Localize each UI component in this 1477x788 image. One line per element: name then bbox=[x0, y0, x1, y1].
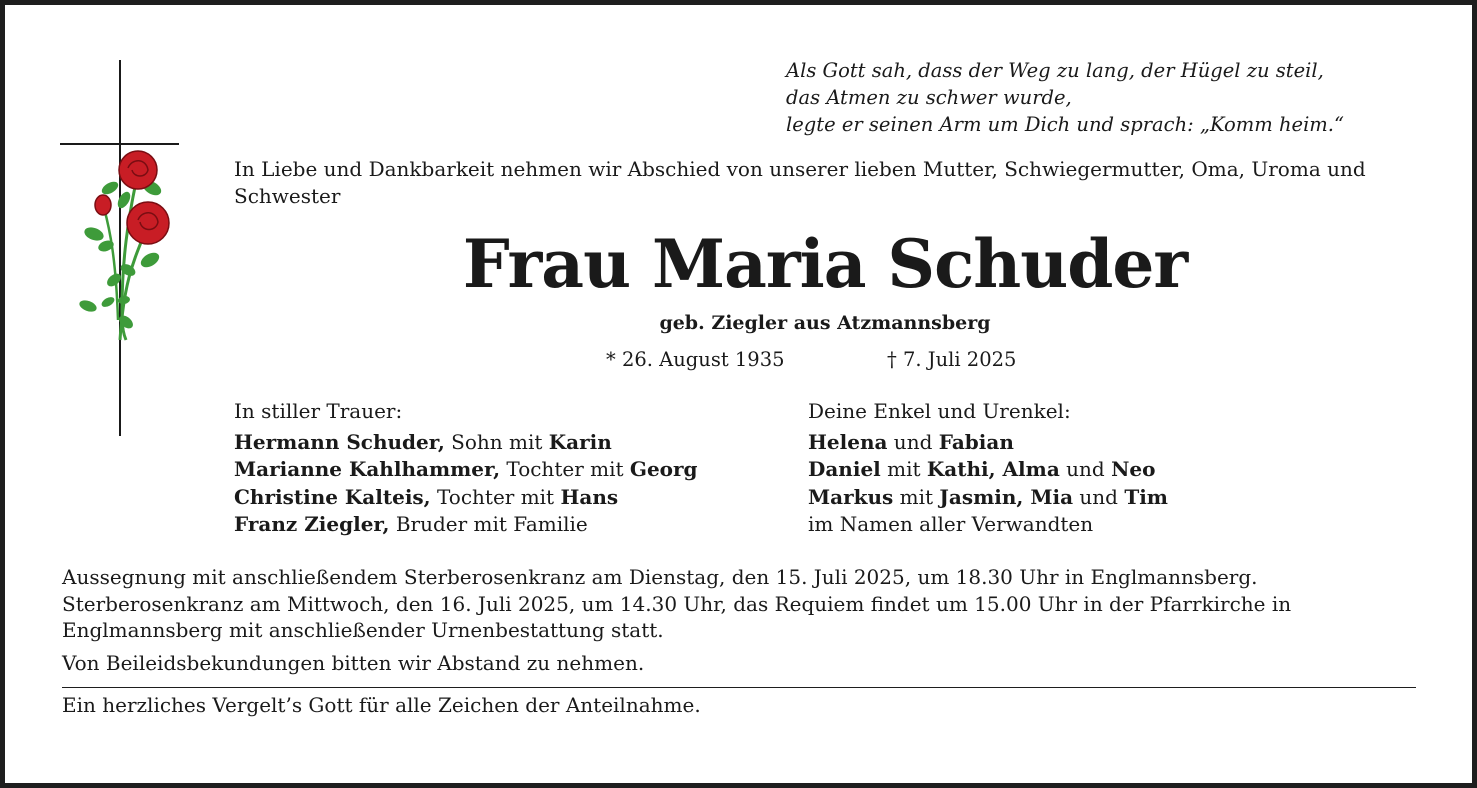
cross-with-roses-icon bbox=[58, 60, 182, 440]
mourners-heading: Deine Enkel und Urenkel: bbox=[808, 399, 1071, 423]
mourner-relation: und bbox=[1059, 457, 1112, 481]
mourner-row bbox=[808, 456, 1168, 484]
mourners-family bbox=[234, 398, 698, 539]
mourner-relation: Sohn mit bbox=[444, 429, 549, 454]
mourner-name: Helena bbox=[808, 429, 888, 454]
mourner-relation: mit bbox=[880, 457, 927, 481]
mourner-row bbox=[234, 456, 698, 484]
mourner-name: Karin bbox=[548, 429, 612, 454]
mourner-row bbox=[808, 429, 1168, 457]
mourners-heading: In stiller Trauer: bbox=[234, 399, 403, 423]
service-text: Aussegnung mit anschließendem Sterberosenkranz am Dienstag, den 15. Juli 2025, um 18.30 Uhr in Englmannsberg. Sterberosenkranz am Mittwoch, den 16. Juli 2025, um 14.30 Uhr, das Requiem findet um 15.00 Uhr in der Pfarrkirche in Englmannsberg mit anschließender Urnenbestattung statt. bbox=[62, 565, 1292, 642]
deceased-name: Frau Maria Schuder bbox=[462, 225, 1188, 303]
service-details bbox=[62, 564, 1422, 676]
memorial-quote bbox=[786, 57, 1344, 138]
mourner-row bbox=[234, 429, 698, 457]
thanks-text: Ein herzliches Vergelt’s Gott für alle Zeichen der Anteilnahme. bbox=[62, 693, 701, 717]
cross-icon bbox=[60, 60, 179, 436]
mourner-name: Tim bbox=[1124, 484, 1168, 509]
mourner-relation: Bruder mit Familie bbox=[389, 512, 588, 536]
mourner-name: Georg bbox=[629, 457, 698, 481]
quote-line: Als Gott sah, dass der Weg zu lang, der Hügel zu steil, bbox=[786, 59, 1324, 82]
mourner-relation: Tochter mit bbox=[500, 457, 630, 481]
mourner-name: Fabian bbox=[938, 429, 1014, 454]
mourner-name: Marianne Kahlhammer, bbox=[234, 457, 501, 481]
mourner-name: Hermann Schuder, bbox=[234, 429, 445, 454]
mourner-name: Franz Ziegler, bbox=[234, 512, 390, 536]
quote-line: legte er seinen Arm um Dich und sprach: „Komm heim.“ bbox=[786, 113, 1344, 136]
maiden-name: geb. Ziegler aus Atzmannsberg bbox=[659, 312, 991, 334]
mourner-name: Christine Kalteis, bbox=[234, 484, 431, 509]
mourner-name: Kathi, Alma bbox=[926, 457, 1060, 481]
rose-icon bbox=[78, 151, 169, 340]
mourner-name: Hans bbox=[560, 484, 619, 509]
mourner-relation: und bbox=[1073, 484, 1125, 509]
mourner-row bbox=[234, 511, 698, 539]
intro-text: In Liebe und Dankbarkeit nehmen wir Abschied von unserer lieben Mutter, Schwiegermutter, Oma, Uroma und Schwester bbox=[234, 157, 1366, 208]
divider bbox=[62, 687, 1416, 688]
mourner-row bbox=[808, 484, 1168, 512]
mourner-relation: im Namen aller Verwandten bbox=[808, 512, 1094, 536]
mourner-name: Markus bbox=[808, 484, 894, 509]
condolence-note: Von Beileidsbekundungen bitten wir Abstand zu nehmen. bbox=[62, 650, 645, 675]
mourner-name: Daniel bbox=[808, 457, 881, 481]
mourner-row bbox=[234, 484, 698, 512]
mourner-relation: und bbox=[887, 429, 939, 454]
quote-line: das Atmen zu schwer wurde, bbox=[786, 86, 1072, 109]
death-date: † 7. Juli 2025 bbox=[887, 348, 1017, 371]
mourner-relation: Tochter mit bbox=[430, 484, 561, 509]
mourner-name: Jasmin, Mia bbox=[939, 484, 1074, 509]
mourners-grandchildren bbox=[808, 398, 1168, 539]
mourner-row bbox=[808, 511, 1168, 539]
mourner-name: Neo bbox=[1111, 457, 1156, 481]
mourner-relation: mit bbox=[893, 484, 940, 509]
birth-date: * 26. August 1935 bbox=[606, 348, 785, 371]
